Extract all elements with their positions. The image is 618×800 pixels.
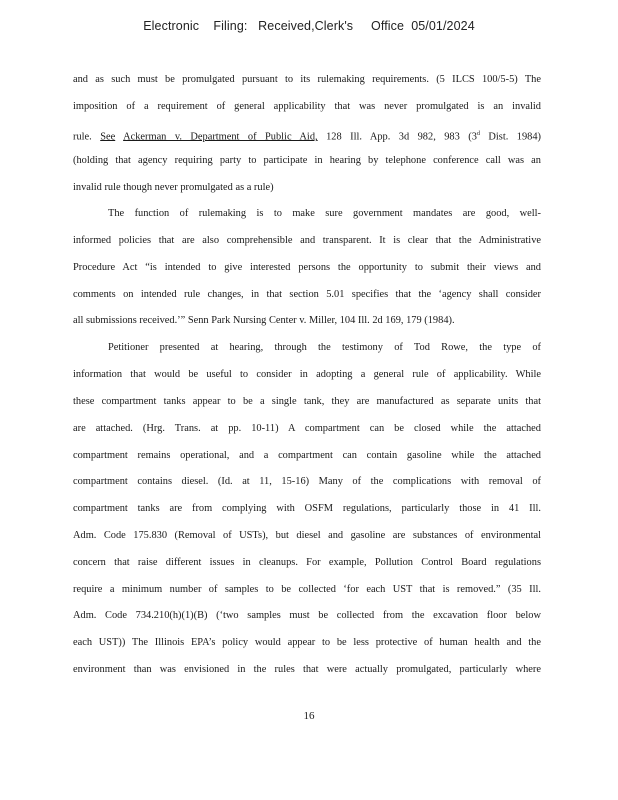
page-number: 16	[303, 710, 315, 722]
text-line: compartment tanks are from complying with OSFM regulations, particularly those in 41 Ill.	[73, 503, 541, 514]
text-line: environment than was envisioned in the rules that were actually promulgated, particularly where	[73, 664, 541, 675]
text-line: The function of rulemaking is to make sure government mandates are good, well-	[108, 208, 541, 219]
text-line: compartment contains diesel. (Id. at 11, 15-16) Many of the complications with removal of	[73, 476, 541, 487]
text-line: compartment remains operational, and a compartment can contain gasoline while the attached	[73, 450, 541, 461]
text-line: each UST)) The Illinois EPA’s policy would appear to be less protective of human health and the	[73, 637, 541, 648]
text-line: invalid rule though never promulgated as a rule)	[73, 182, 274, 193]
text-line: information that would be useful to consider in adopting a general rule of applicability. While	[73, 369, 541, 380]
text-span	[115, 131, 123, 142]
text-span: 128 Ill. App. 3d 982, 983 (3	[317, 131, 477, 143]
text-line: (holding that agency requiring party to participate in hearing by telephone conference call was an	[73, 155, 541, 166]
case-name: Ackerman v. Department of Public Aid,	[123, 131, 318, 143]
text-line: these compartment tanks appear to be a single tank, they are manufactured as separate units that	[73, 396, 541, 407]
text-line: Adm. Code 175.830 (Removal of USTs), but diesel and gasoline are substances of environmental	[73, 530, 541, 541]
text-line-citation	[73, 128, 541, 143]
text-line: informed policies that are also comprehensible and transparent. It is clear that the Administrative	[73, 235, 541, 246]
text-span: Dist. 1984)	[479, 131, 541, 143]
see-signal: See	[100, 131, 116, 143]
text-span: rule.	[73, 131, 101, 143]
text-line: Petitioner presented at hearing, through the testimony of Tod Rowe, the type of	[108, 342, 541, 353]
text-line: Adm. Code 734.210(h)(1)(B) (‘two samples must be collected from the excavation floor below	[73, 610, 541, 621]
text-line: Procedure Act “is intended to give interested persons the opportunity to submit their views and	[73, 262, 541, 273]
text-line: are attached. (Hrg. Trans. at pp. 10-11) A compartment can be closed while the attached	[73, 423, 541, 434]
text-line: comments on intended rule changes, in that section 5.01 specifies that the ‘agency shall consider	[73, 289, 541, 300]
filing-header: Electronic Filing: Received,Clerk's Office 05/01/2024	[143, 19, 475, 33]
text-line: and as such must be promulgated pursuant to its rulemaking requirements. (5 ILCS 100/5-5) The	[73, 74, 541, 85]
text-line: concern that raise different issues in cleanups. For example, Pollution Control Board regulations	[73, 557, 541, 568]
text-line: all submissions received.’” Senn Park Nursing Center v. Miller, 104 Ill. 2d 169, 179 (1984).	[73, 315, 455, 326]
text-line: imposition of a requirement of general applicability that was never promulgated is an invalid	[73, 101, 541, 112]
text-line: require a minimum number of samples to be collected ‘for each UST that is removed.” (35 Ill.	[73, 584, 541, 595]
superscript: d	[476, 131, 480, 137]
